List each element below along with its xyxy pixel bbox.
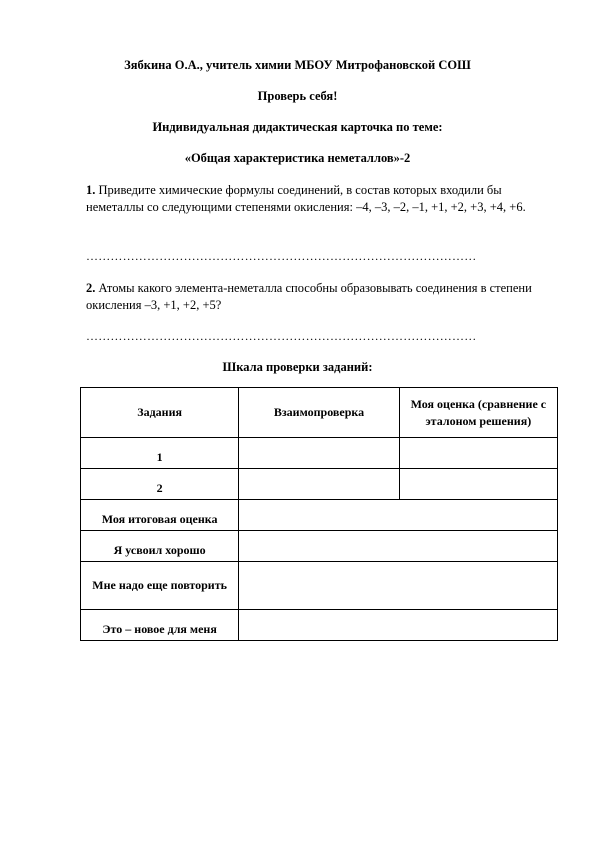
table-row — [81, 500, 558, 531]
table-row — [81, 562, 558, 610]
task-2-text: Атомы какого элемента-неметалла способны образовывать соединения в степени окисления –3, +1, +2, +5? — [86, 281, 532, 312]
scale-title: Шкала проверки заданий: — [222, 360, 373, 374]
peer-review-cell[interactable] — [239, 469, 399, 500]
self-grade-cell[interactable] — [399, 438, 557, 469]
card-topic-line: Индивидуальная дидактическая карточка по теме: — [152, 120, 443, 134]
table-row — [81, 531, 558, 562]
task-1-text: Приведите химические формулы соединений, в состав которых входили бы неметаллы со следующими степенями окисления: –4, –3, –2, –1, +1, +2, +3, +4, +6. — [86, 183, 526, 214]
peer-review-cell[interactable] — [239, 438, 399, 469]
task-2 — [86, 280, 548, 314]
summary-row-label: Моя итоговая оценка — [81, 500, 239, 531]
header-tasks: Задания — [81, 388, 239, 438]
summary-cell[interactable] — [239, 562, 558, 610]
table-header-row — [81, 388, 558, 438]
check-scale-table — [80, 387, 558, 641]
task-2-number: 2. — [86, 281, 96, 295]
summary-cell[interactable] — [239, 500, 558, 531]
self-grade-cell[interactable] — [399, 469, 557, 500]
summary-cell[interactable] — [239, 610, 558, 641]
header-self-grade: Моя оценка (сравнение с эталоном решения) — [399, 388, 557, 438]
task-1-answer-line[interactable]: …………………………………………………………………………………… — [86, 249, 477, 263]
task-row-label: 2 — [81, 469, 239, 500]
task-2-answer-line[interactable]: …………………………………………………………………………………… — [86, 329, 477, 343]
topic-title: «Общая характеристика неметаллов»-2 — [184, 151, 411, 165]
task-1 — [86, 182, 548, 216]
summary-row-label: Мне надо еще повторить — [81, 562, 239, 610]
header-peer-review: Взаимопроверка — [239, 388, 399, 438]
task-row-label: 1 — [81, 438, 239, 469]
task-1-number: 1. — [86, 183, 96, 197]
table-row — [81, 610, 558, 641]
summary-row-label: Я усвоил хорошо — [81, 531, 239, 562]
author-line: Зябкина О.А., учитель химии МБОУ Митрофановской СОШ — [124, 58, 471, 72]
summary-cell[interactable] — [239, 531, 558, 562]
table-row — [81, 438, 558, 469]
check-yourself-heading: Проверь себя! — [257, 89, 338, 103]
summary-row-label: Это – новое для меня — [81, 610, 239, 641]
table-row — [81, 469, 558, 500]
